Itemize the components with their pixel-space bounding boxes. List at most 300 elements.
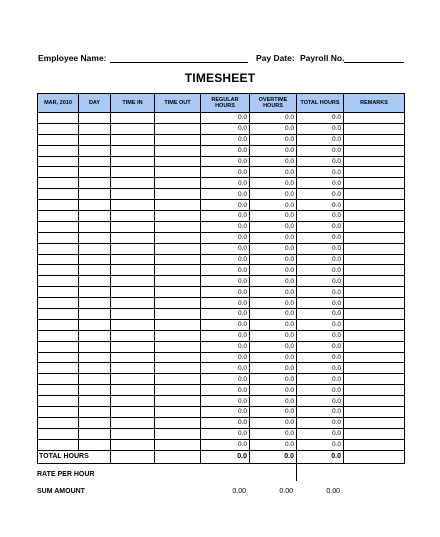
day-cell[interactable] [79,167,111,178]
table-row [38,243,405,254]
time-out-cell[interactable] [155,309,201,320]
overtime-hours-cell: 0.0 [250,309,297,320]
overtime-hours-cell: 0.0 [250,396,297,407]
regular-hours-cell: 0.0 [201,330,250,341]
regular-hours-cell: 0.0 [201,417,250,428]
date-cell[interactable] [38,407,79,418]
regular-hours-cell: 0.0 [201,145,250,156]
table-row [38,330,405,341]
regular-hours-cell: 0.0 [201,385,250,396]
time-in-cell[interactable] [111,123,155,134]
table-row [38,287,405,298]
date-cell[interactable] [38,330,79,341]
overtime-hours-cell: 0.0 [250,221,297,232]
total-hours-cell: 0.0 [297,298,344,309]
col-regular-hours-header: REGULAR HOURS [201,94,250,113]
total-regular-hours: 0.0 [201,450,250,463]
overtime-hours-cell: 0.0 [250,352,297,363]
overtime-hours-cell: 0.0 [250,265,297,276]
overtime-hours-cell: 0.0 [250,439,297,450]
time-in-cell[interactable] [111,396,155,407]
day-cell[interactable] [79,396,111,407]
remarks-cell[interactable] [344,232,405,243]
total-hours-cell: 0.0 [297,374,344,385]
day-cell[interactable] [79,385,111,396]
overtime-hours-cell: 0.0 [250,254,297,265]
time-out-cell[interactable] [155,232,201,243]
day-cell[interactable] [79,363,111,374]
time-out-cell[interactable] [155,243,201,254]
date-cell[interactable] [38,265,79,276]
time-out-cell[interactable] [155,265,201,276]
col-remarks-header: REMARKS [344,94,405,113]
date-cell[interactable] [38,352,79,363]
total-hours-cell: 0.0 [297,254,344,265]
total-hours-cell: 0.0 [297,265,344,276]
table-row [38,145,405,156]
time-in-cell[interactable] [111,113,155,124]
time-in-cell[interactable] [111,287,155,298]
date-cell[interactable] [38,385,79,396]
time-in-cell[interactable] [111,341,155,352]
employee-name-field[interactable] [110,62,248,63]
remarks-cell[interactable] [344,211,405,222]
time-out-cell[interactable] [155,134,201,145]
time-out-cell[interactable] [155,276,201,287]
overtime-hours-cell: 0.0 [250,428,297,439]
time-out-cell[interactable] [155,374,201,385]
sum-regular-amount: 0.00 [232,488,246,495]
date-cell[interactable] [38,341,79,352]
overtime-hours-cell: 0.0 [250,385,297,396]
regular-hours-cell: 0.0 [201,221,250,232]
table-row [38,428,405,439]
remarks-cell[interactable] [344,309,405,320]
time-out-cell[interactable] [155,189,201,200]
day-cell[interactable] [79,232,111,243]
time-out-cell[interactable] [155,428,201,439]
remarks-cell[interactable] [344,265,405,276]
total-hours-cell: 0.0 [297,276,344,287]
total-hours-cell: 0.0 [297,232,344,243]
remarks-cell[interactable] [344,167,405,178]
regular-hours-cell: 0.0 [201,309,250,320]
total-hours-cell: 0.0 [297,211,344,222]
day-cell[interactable] [79,309,111,320]
time-in-cell[interactable] [111,352,155,363]
total-hours-cell: 0.0 [297,189,344,200]
time-out-cell[interactable] [155,439,201,450]
remarks-cell[interactable] [344,374,405,385]
date-cell[interactable] [38,221,79,232]
remarks-cell[interactable] [344,407,405,418]
total-hours-cell: 0.0 [297,134,344,145]
time-in-cell[interactable] [111,134,155,145]
time-out-cell[interactable] [155,287,201,298]
time-out-cell[interactable] [155,319,201,330]
regular-hours-cell: 0.0 [201,396,250,407]
overtime-hours-cell: 0.0 [250,113,297,124]
time-out-cell[interactable] [155,341,201,352]
table-row [38,407,405,418]
payroll-number-field[interactable] [344,62,404,63]
day-cell[interactable] [79,221,111,232]
regular-hours-cell: 0.0 [201,156,250,167]
date-cell[interactable] [38,134,79,145]
remarks-cell[interactable] [344,276,405,287]
overtime-hours-cell: 0.0 [250,319,297,330]
time-in-cell[interactable] [111,385,155,396]
total-hours-cell: 0.0 [297,123,344,134]
time-in-cell[interactable] [111,374,155,385]
time-in-cell[interactable] [111,156,155,167]
total-hours-cell: 0.0 [297,341,344,352]
date-cell[interactable] [38,189,79,200]
time-out-cell[interactable] [155,298,201,309]
employee-name-label: Employee Name: [38,53,107,63]
col-time-in-header: TIME IN [111,94,155,113]
time-in-cell[interactable] [111,167,155,178]
total-time-out-cell [155,450,201,463]
date-cell[interactable] [38,396,79,407]
time-out-cell[interactable] [155,221,201,232]
total-hours-cell: 0.0 [297,113,344,124]
table-row [38,232,405,243]
day-cell[interactable] [79,200,111,211]
day-cell[interactable] [79,156,111,167]
table-row [38,221,405,232]
date-cell[interactable] [38,363,79,374]
date-cell[interactable] [38,167,79,178]
sum-total-amount: 0.00 [326,488,340,495]
date-cell[interactable] [38,211,79,222]
date-cell[interactable] [38,428,79,439]
time-in-cell[interactable] [111,221,155,232]
remarks-cell[interactable] [344,178,405,189]
time-in-cell[interactable] [111,417,155,428]
time-out-cell[interactable] [155,396,201,407]
total-total-hours: 0.0 [297,450,344,463]
regular-hours-cell: 0.0 [201,439,250,450]
time-out-cell[interactable] [155,417,201,428]
time-in-cell[interactable] [111,178,155,189]
overtime-hours-cell: 0.0 [250,134,297,145]
time-in-cell[interactable] [111,276,155,287]
remarks-cell[interactable] [344,287,405,298]
regular-hours-cell: 0.0 [201,189,250,200]
table-body [38,113,405,451]
remarks-cell[interactable] [344,200,405,211]
total-hours-cell: 0.0 [297,145,344,156]
time-in-cell[interactable] [111,189,155,200]
col-time-out-header: TIME OUT [155,94,201,113]
time-out-cell[interactable] [155,123,201,134]
table-row [38,439,405,450]
remarks-cell[interactable] [344,298,405,309]
day-cell[interactable] [79,211,111,222]
day-cell[interactable] [79,178,111,189]
time-in-cell[interactable] [111,298,155,309]
total-time-in-cell [111,450,155,463]
time-in-cell[interactable] [111,265,155,276]
remarks-cell[interactable] [344,352,405,363]
total-hours-cell: 0.0 [297,156,344,167]
time-in-cell[interactable] [111,428,155,439]
time-in-cell[interactable] [111,439,155,450]
time-in-cell[interactable] [111,243,155,254]
overtime-hours-cell: 0.0 [250,232,297,243]
overtime-hours-cell: 0.0 [250,363,297,374]
time-out-cell[interactable] [155,145,201,156]
total-hours-cell: 0.0 [297,243,344,254]
overtime-hours-cell: 0.0 [250,167,297,178]
table-row [38,113,405,124]
regular-hours-cell: 0.0 [201,167,250,178]
date-cell[interactable] [38,254,79,265]
remarks-cell[interactable] [344,189,405,200]
total-hours-label: TOTAL HOURS [38,450,111,463]
regular-hours-cell: 0.0 [201,178,250,189]
day-cell[interactable] [79,417,111,428]
day-cell[interactable] [79,428,111,439]
table-row [38,417,405,428]
day-cell[interactable] [79,145,111,156]
total-hours-cell: 0.0 [297,200,344,211]
overtime-hours-cell: 0.0 [250,417,297,428]
overtime-hours-cell: 0.0 [250,287,297,298]
total-hours-cell: 0.0 [297,167,344,178]
time-out-cell[interactable] [155,211,201,222]
day-cell[interactable] [79,113,111,124]
date-cell[interactable] [38,200,79,211]
overtime-hours-cell: 0.0 [250,189,297,200]
time-in-cell[interactable] [111,145,155,156]
time-out-cell[interactable] [155,363,201,374]
overtime-hours-cell: 0.0 [250,341,297,352]
day-cell[interactable] [79,287,111,298]
overtime-hours-cell: 0.0 [250,211,297,222]
time-in-cell[interactable] [111,200,155,211]
table-row [38,167,405,178]
time-out-cell[interactable] [155,178,201,189]
day-cell[interactable] [79,374,111,385]
overtime-hours-cell: 0.0 [250,276,297,287]
remarks-cell[interactable] [344,319,405,330]
overtime-hours-cell: 0.0 [250,298,297,309]
total-hours-cell: 0.0 [297,178,344,189]
regular-hours-cell: 0.0 [201,298,250,309]
day-cell[interactable] [79,319,111,330]
remarks-cell[interactable] [344,243,405,254]
day-cell[interactable] [79,254,111,265]
table-row [38,134,405,145]
col-overtime-hours-header: OVERTIME HOURS [250,94,297,113]
table-row [38,385,405,396]
regular-hours-cell: 0.0 [201,254,250,265]
table-row [38,363,405,374]
date-cell[interactable] [38,232,79,243]
table-row [38,298,405,309]
regular-hours-cell: 0.0 [201,113,250,124]
day-cell[interactable] [79,189,111,200]
total-hours-cell: 0.0 [297,319,344,330]
remarks-cell[interactable] [344,123,405,134]
day-cell[interactable] [79,352,111,363]
remarks-cell[interactable] [344,221,405,232]
time-out-cell[interactable] [155,200,201,211]
regular-hours-cell: 0.0 [201,265,250,276]
col-day-header: DAY [79,94,111,113]
remarks-cell[interactable] [344,417,405,428]
date-cell[interactable] [38,113,79,124]
payroll-number-label: Payroll No. [300,53,345,63]
time-out-cell[interactable] [155,352,201,363]
time-in-cell[interactable] [111,330,155,341]
regular-hours-cell: 0.0 [201,276,250,287]
date-cell[interactable] [38,287,79,298]
table-row [38,309,405,320]
table-row [38,352,405,363]
pay-date-label: Pay Date: [256,53,295,63]
remarks-cell[interactable] [344,385,405,396]
day-cell[interactable] [79,330,111,341]
table-row [38,276,405,287]
date-cell[interactable] [38,123,79,134]
time-out-cell[interactable] [155,330,201,341]
table-row [38,189,405,200]
date-cell[interactable] [38,243,79,254]
total-hours-cell: 0.0 [297,309,344,320]
regular-hours-cell: 0.0 [201,428,250,439]
date-cell[interactable] [38,178,79,189]
time-out-cell[interactable] [155,385,201,396]
header-line [0,53,440,65]
overtime-hours-cell: 0.0 [250,330,297,341]
regular-hours-cell: 0.0 [201,341,250,352]
remarks-cell[interactable] [344,363,405,374]
total-hours-cell: 0.0 [297,385,344,396]
date-cell[interactable] [38,319,79,330]
table-row [38,211,405,222]
time-out-cell[interactable] [155,167,201,178]
col-date-header: MAR, 2010 [38,94,79,113]
day-cell[interactable] [79,134,111,145]
rate-per-hour-label: RATE PER HOUR [37,471,95,478]
time-in-cell[interactable] [111,232,155,243]
time-in-cell[interactable] [111,309,155,320]
table-header-row [38,94,405,113]
day-cell[interactable] [79,439,111,450]
total-hours-row [38,450,405,463]
overtime-hours-cell: 0.0 [250,243,297,254]
total-hours-cell: 0.0 [297,407,344,418]
divider-line [296,464,297,481]
regular-hours-cell: 0.0 [201,287,250,298]
date-cell[interactable] [38,439,79,450]
remarks-cell[interactable] [344,341,405,352]
time-out-cell[interactable] [155,156,201,167]
remarks-cell[interactable] [344,113,405,124]
page-title: TIMESHEET [184,71,256,85]
date-cell[interactable] [38,417,79,428]
total-hours-cell: 0.0 [297,221,344,232]
date-cell[interactable] [38,145,79,156]
day-cell[interactable] [79,265,111,276]
sum-overtime-amount: 0.00 [279,488,293,495]
overtime-hours-cell: 0.0 [250,407,297,418]
remarks-cell[interactable] [344,439,405,450]
time-in-cell[interactable] [111,211,155,222]
timesheet-table [37,93,405,464]
table-row [38,123,405,134]
time-out-cell[interactable] [155,407,201,418]
total-overtime-hours: 0.0 [250,450,297,463]
regular-hours-cell: 0.0 [201,232,250,243]
total-hours-cell: 0.0 [297,428,344,439]
time-out-cell[interactable] [155,113,201,124]
table-row [38,396,405,407]
date-cell[interactable] [38,374,79,385]
day-cell[interactable] [79,407,111,418]
remarks-cell[interactable] [344,134,405,145]
regular-hours-cell: 0.0 [201,352,250,363]
table-row [38,156,405,167]
total-hours-cell: 0.0 [297,396,344,407]
day-cell[interactable] [79,276,111,287]
remarks-cell[interactable] [344,396,405,407]
remarks-cell[interactable] [344,428,405,439]
remarks-cell[interactable] [344,254,405,265]
table-row [38,374,405,385]
overtime-hours-cell: 0.0 [250,200,297,211]
time-in-cell[interactable] [111,407,155,418]
remarks-cell[interactable] [344,145,405,156]
regular-hours-cell: 0.0 [201,407,250,418]
total-hours-cell: 0.0 [297,287,344,298]
day-cell[interactable] [79,123,111,134]
time-in-cell[interactable] [111,319,155,330]
regular-hours-cell: 0.0 [201,374,250,385]
remarks-cell[interactable] [344,330,405,341]
regular-hours-cell: 0.0 [201,211,250,222]
total-hours-cell: 0.0 [297,352,344,363]
regular-hours-cell: 0.0 [201,200,250,211]
regular-hours-cell: 0.0 [201,134,250,145]
regular-hours-cell: 0.0 [201,123,250,134]
day-cell[interactable] [79,243,111,254]
table-row [38,254,405,265]
day-cell[interactable] [79,341,111,352]
total-hours-cell: 0.0 [297,417,344,428]
table-row [38,341,405,352]
table-row [38,200,405,211]
day-cell[interactable] [79,298,111,309]
overtime-hours-cell: 0.0 [250,178,297,189]
date-cell[interactable] [38,309,79,320]
date-cell[interactable] [38,156,79,167]
table-row [38,319,405,330]
overtime-hours-cell: 0.0 [250,145,297,156]
date-cell[interactable] [38,298,79,309]
date-cell[interactable] [38,276,79,287]
table-row [38,265,405,276]
time-in-cell[interactable] [111,254,155,265]
total-hours-cell: 0.0 [297,439,344,450]
overtime-hours-cell: 0.0 [250,123,297,134]
remarks-cell[interactable] [344,156,405,167]
time-in-cell[interactable] [111,363,155,374]
time-out-cell[interactable] [155,254,201,265]
